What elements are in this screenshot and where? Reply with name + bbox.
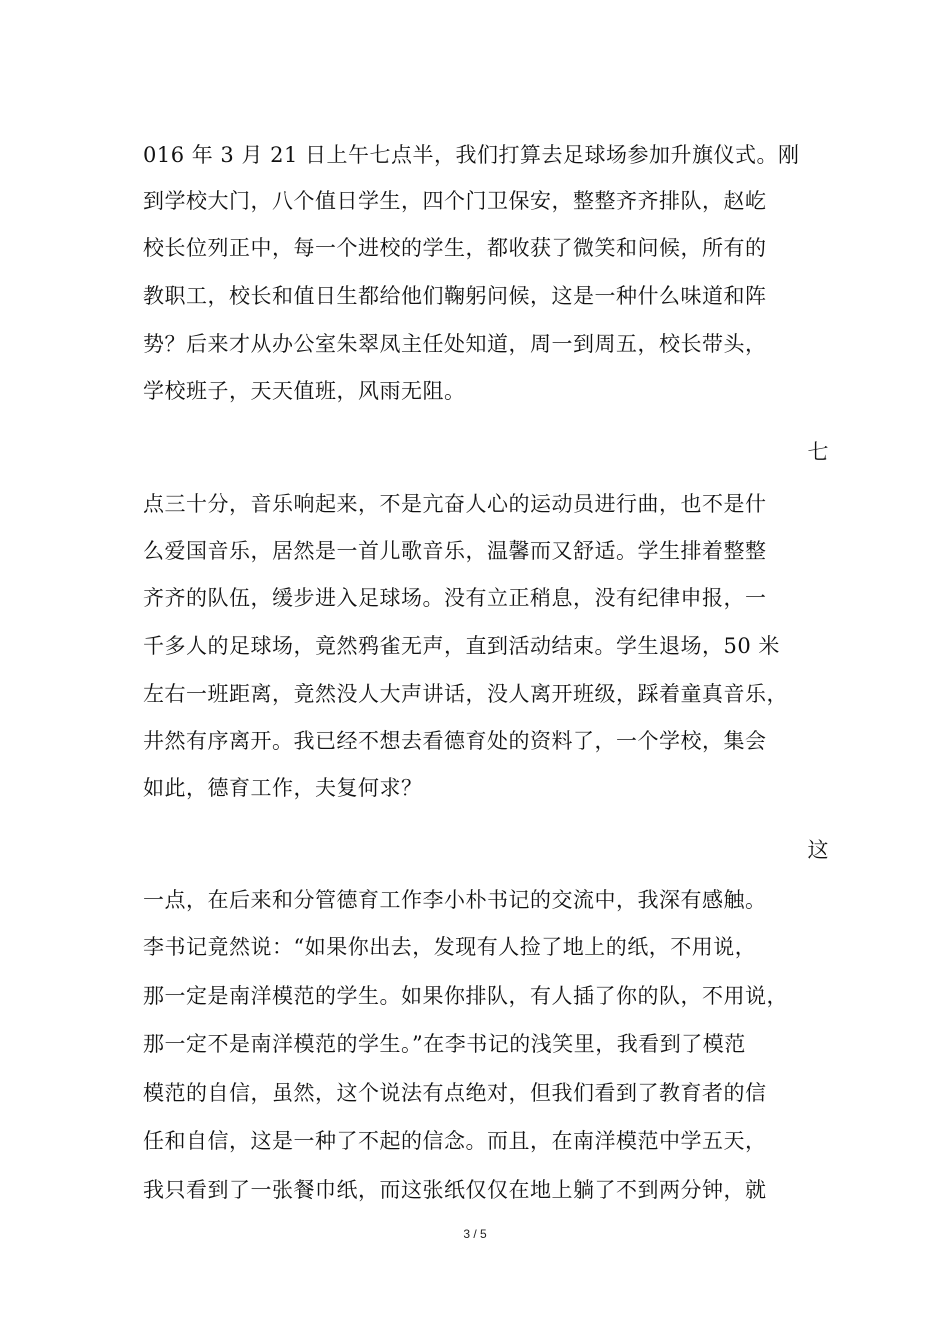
text-line: 齐齐的队伍，缓步进入足球场。没有立正稍息，没有纪律申报，一 <box>143 586 767 610</box>
text-line: 千多人的足球场，竟然鸦雀无声，直到活动结束。学生退场，50 米 <box>143 634 780 658</box>
text-line: 校长位列正中，每一个进校的学生，都收获了微笑和问候，所有的 <box>143 236 767 260</box>
paragraph-lead-char: 这 <box>807 838 829 862</box>
text-line: 模范的自信，虽然，这个说法有点绝对，但我们看到了教育者的信 <box>143 1081 767 1105</box>
text-line: 李书记竟然说：“如果你出去，发现有人捡了地上的纸，不用说， <box>143 935 757 959</box>
text-line: 一点，在后来和分管德育工作李小朴书记的交流中，我深有感触。 <box>143 888 767 912</box>
text-line: 井然有序离开。我已经不想去看德育处的资料了，一个学校，集会 <box>143 729 767 753</box>
text-line: 我只看到了一张餐巾纸，而这张纸仅仅在地上躺了不到两分钟，就 <box>143 1178 767 1202</box>
text-line: 那一定是南洋模范的学生。如果你排队，有人插了你的队，不用说， <box>143 984 788 1008</box>
paragraph-lead-char: 七 <box>807 440 829 464</box>
text-line: 势？后来才从办公室朱翠凤主任处知道，周一到周五，校长带头， <box>143 332 767 356</box>
text-line: 到学校大门，八个值日学生，四个门卫保安，整整齐齐排队，赵屹 <box>143 189 767 213</box>
text-line: 任和自信，这是一种了不起的信念。而且，在南洋模范中学五天， <box>143 1129 767 1153</box>
text-line: 么爱国音乐，居然是一首儿歌音乐，温馨而又舒适。学生排着整整 <box>143 539 767 563</box>
text-line: 那一定不是南洋模范的学生。”在李书记的浅笑里，我看到了模范 <box>143 1032 746 1056</box>
text-line: 如此，德育工作，夫复何求？ <box>143 776 423 800</box>
page-number: 3 / 5 <box>463 1227 487 1241</box>
text-line: 左右一班距离，竟然没人大声讲话，没人离开班级，踩着童真音乐， <box>143 682 788 706</box>
text-line: 点三十分，音乐响起来，不是亢奋人心的运动员进行曲，也不是什 <box>143 492 767 516</box>
text-line: 学校班子，天天值班，风雨无阻。 <box>143 379 466 403</box>
text-line: 教职工，校长和值日生都给他们鞠躬问候，这是一种什么味道和阵 <box>143 284 767 308</box>
text-line: 016 年 3 月 21 日上午七点半，我们打算去足球场参加升旗仪式。刚 <box>143 143 800 167</box>
